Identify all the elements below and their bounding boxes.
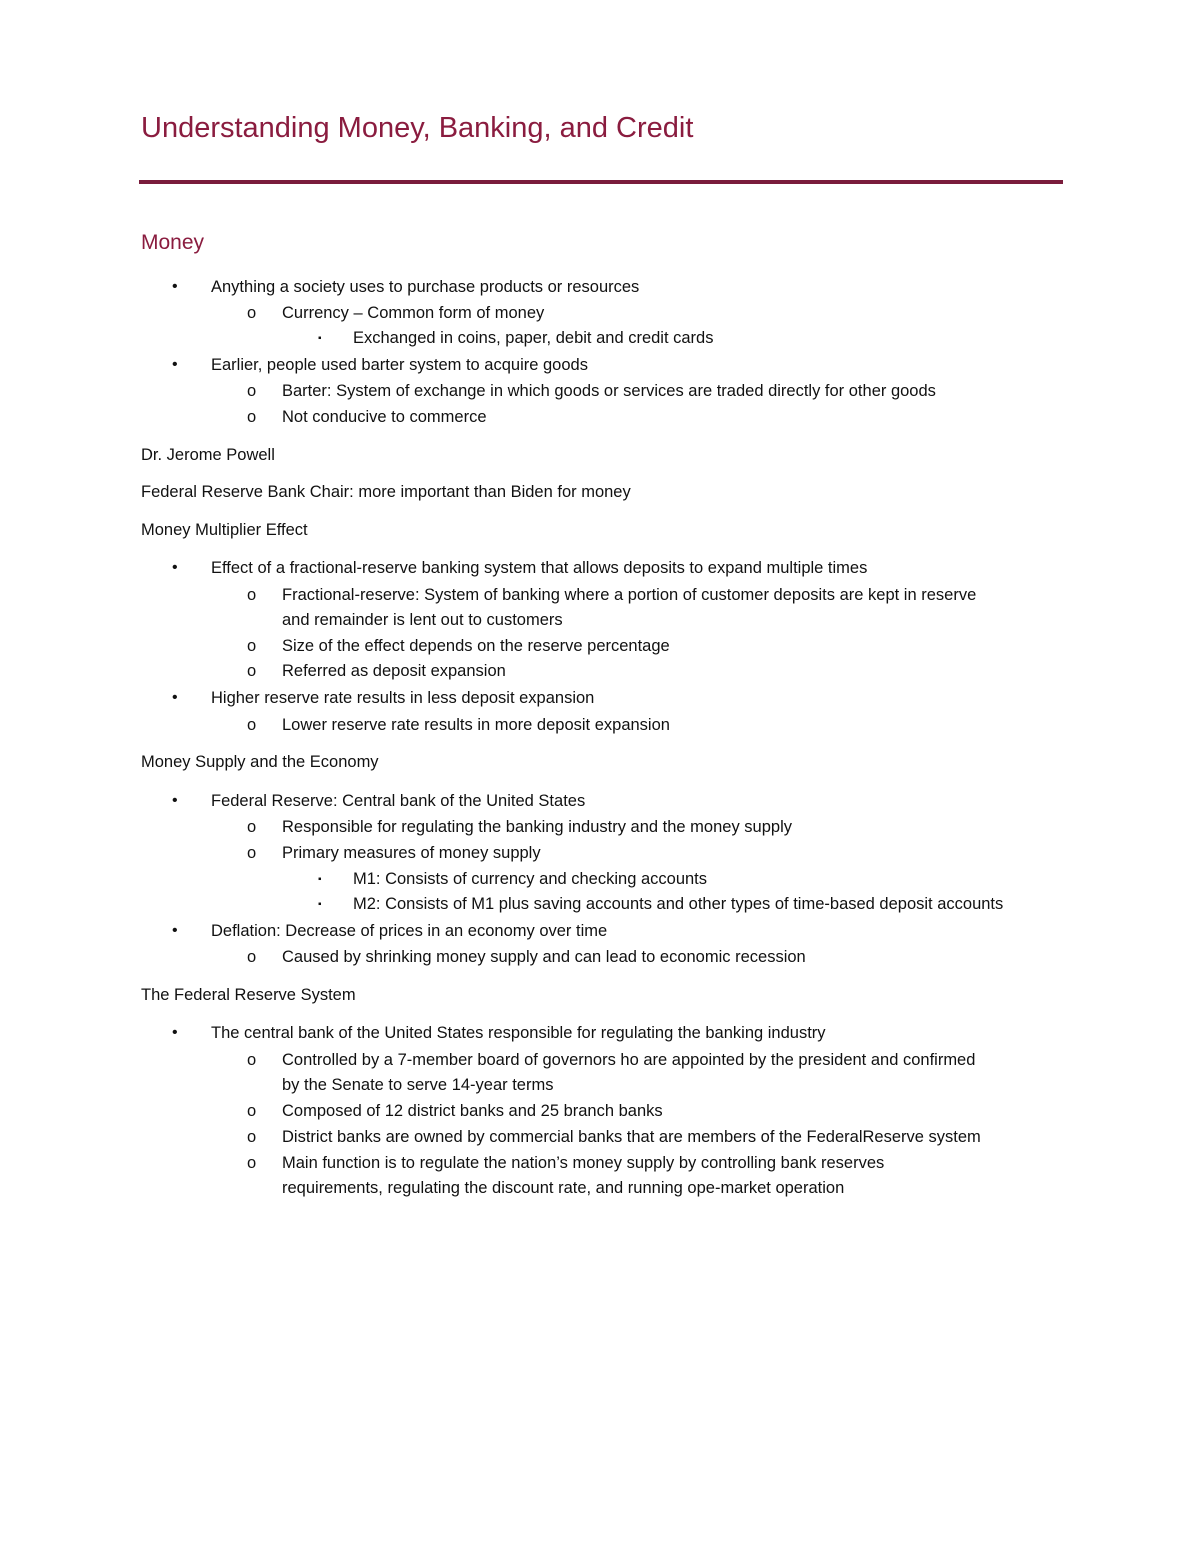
bullet-circle: o bbox=[247, 716, 257, 734]
bullet-circle: o bbox=[247, 1128, 257, 1146]
list-item: Caused by shrinking money supply and can lead to economic recession bbox=[282, 948, 806, 966]
bullet-circle: o bbox=[247, 304, 257, 322]
list-item: Responsible for regulating the banking industry and the money supply bbox=[282, 818, 792, 836]
list-item: M1: Consists of currency and checking accounts bbox=[353, 870, 708, 888]
list-item: Size of the effect depends on the reserve percentage bbox=[282, 637, 670, 655]
bullet-circle: o bbox=[247, 382, 257, 400]
bullet-square: ▪ bbox=[318, 333, 322, 344]
list-item-continued: by the Senate to serve 14-year terms bbox=[282, 1076, 554, 1094]
bullet-circle: o bbox=[247, 844, 257, 862]
list-item: District banks are owned by commercial banks that are members of the FederalReserve system bbox=[282, 1128, 981, 1146]
bullet-disc: • bbox=[172, 792, 178, 809]
list-item: Lower reserve rate results in more deposit expansion bbox=[282, 716, 670, 734]
bullet-circle: o bbox=[247, 818, 257, 836]
bullet-circle: o bbox=[247, 1102, 257, 1120]
list-item: M2: Consists of M1 plus saving accounts and other types of time-based deposit accounts bbox=[353, 895, 1004, 913]
list-item-continued: and remainder is lent out to customers bbox=[282, 611, 563, 629]
powell-note: Federal Reserve Bank Chair: more important than Biden for money bbox=[141, 483, 631, 501]
bullet-circle: o bbox=[247, 1051, 257, 1069]
bullet-disc: • bbox=[172, 1024, 178, 1041]
bullet-circle: o bbox=[247, 637, 257, 655]
section-heading-multiplier: Money Multiplier Effect bbox=[141, 521, 308, 539]
list-item: Earlier, people used barter system to acquire goods bbox=[211, 356, 588, 374]
document-title: Understanding Money, Banking, and Credit bbox=[141, 112, 694, 144]
section-heading-money: Money bbox=[141, 231, 205, 254]
list-item: Controlled by a 7-member board of governors ho are appointed by the president and confirmed bbox=[282, 1051, 976, 1069]
bullet-disc: • bbox=[172, 922, 178, 939]
bullet-disc: • bbox=[172, 559, 178, 576]
list-item: Primary measures of money supply bbox=[282, 844, 541, 862]
list-item: The central bank of the United States responsible for regulating the banking industry bbox=[211, 1024, 826, 1042]
section-heading-fed: The Federal Reserve System bbox=[141, 986, 356, 1004]
powell-name: Dr. Jerome Powell bbox=[141, 446, 275, 464]
bullet-square: ▪ bbox=[318, 874, 322, 885]
list-item: Effect of a fractional-reserve banking system that allows deposits to expand multiple times bbox=[211, 559, 868, 577]
bullet-disc: • bbox=[172, 278, 178, 295]
title-divider bbox=[139, 180, 1063, 184]
section-heading-supply: Money Supply and the Economy bbox=[141, 753, 379, 771]
bullet-disc: • bbox=[172, 689, 178, 706]
list-item: Main function is to regulate the nation’s money supply by controlling bank reserves bbox=[282, 1154, 885, 1172]
bullet-square: ▪ bbox=[318, 899, 322, 910]
bullet-circle: o bbox=[247, 408, 257, 426]
list-item: Referred as deposit expansion bbox=[282, 662, 506, 680]
list-item-continued: requirements, regulating the discount rate, and running ope-market operation bbox=[282, 1179, 845, 1197]
bullet-circle: o bbox=[247, 948, 257, 966]
bullet-circle: o bbox=[247, 662, 257, 680]
list-item: Not conducive to commerce bbox=[282, 408, 487, 426]
list-item: Exchanged in coins, paper, debit and credit cards bbox=[353, 329, 714, 347]
list-item: Barter: System of exchange in which goods or services are traded directly for other goods bbox=[282, 382, 936, 400]
list-item: Anything a society uses to purchase products or resources bbox=[211, 278, 640, 296]
list-item: Composed of 12 district banks and 25 branch banks bbox=[282, 1102, 663, 1120]
list-item: Fractional-reserve: System of banking where a portion of customer deposits are kept in reserve bbox=[282, 586, 977, 604]
bullet-disc: • bbox=[172, 356, 178, 373]
bullet-circle: o bbox=[247, 1154, 257, 1172]
list-item: Higher reserve rate results in less deposit expansion bbox=[211, 689, 595, 707]
list-item: Federal Reserve: Central bank of the United States bbox=[211, 792, 586, 810]
list-item: Currency – Common form of money bbox=[282, 304, 545, 322]
list-item: Deflation: Decrease of prices in an economy over time bbox=[211, 922, 608, 940]
bullet-circle: o bbox=[247, 586, 257, 604]
